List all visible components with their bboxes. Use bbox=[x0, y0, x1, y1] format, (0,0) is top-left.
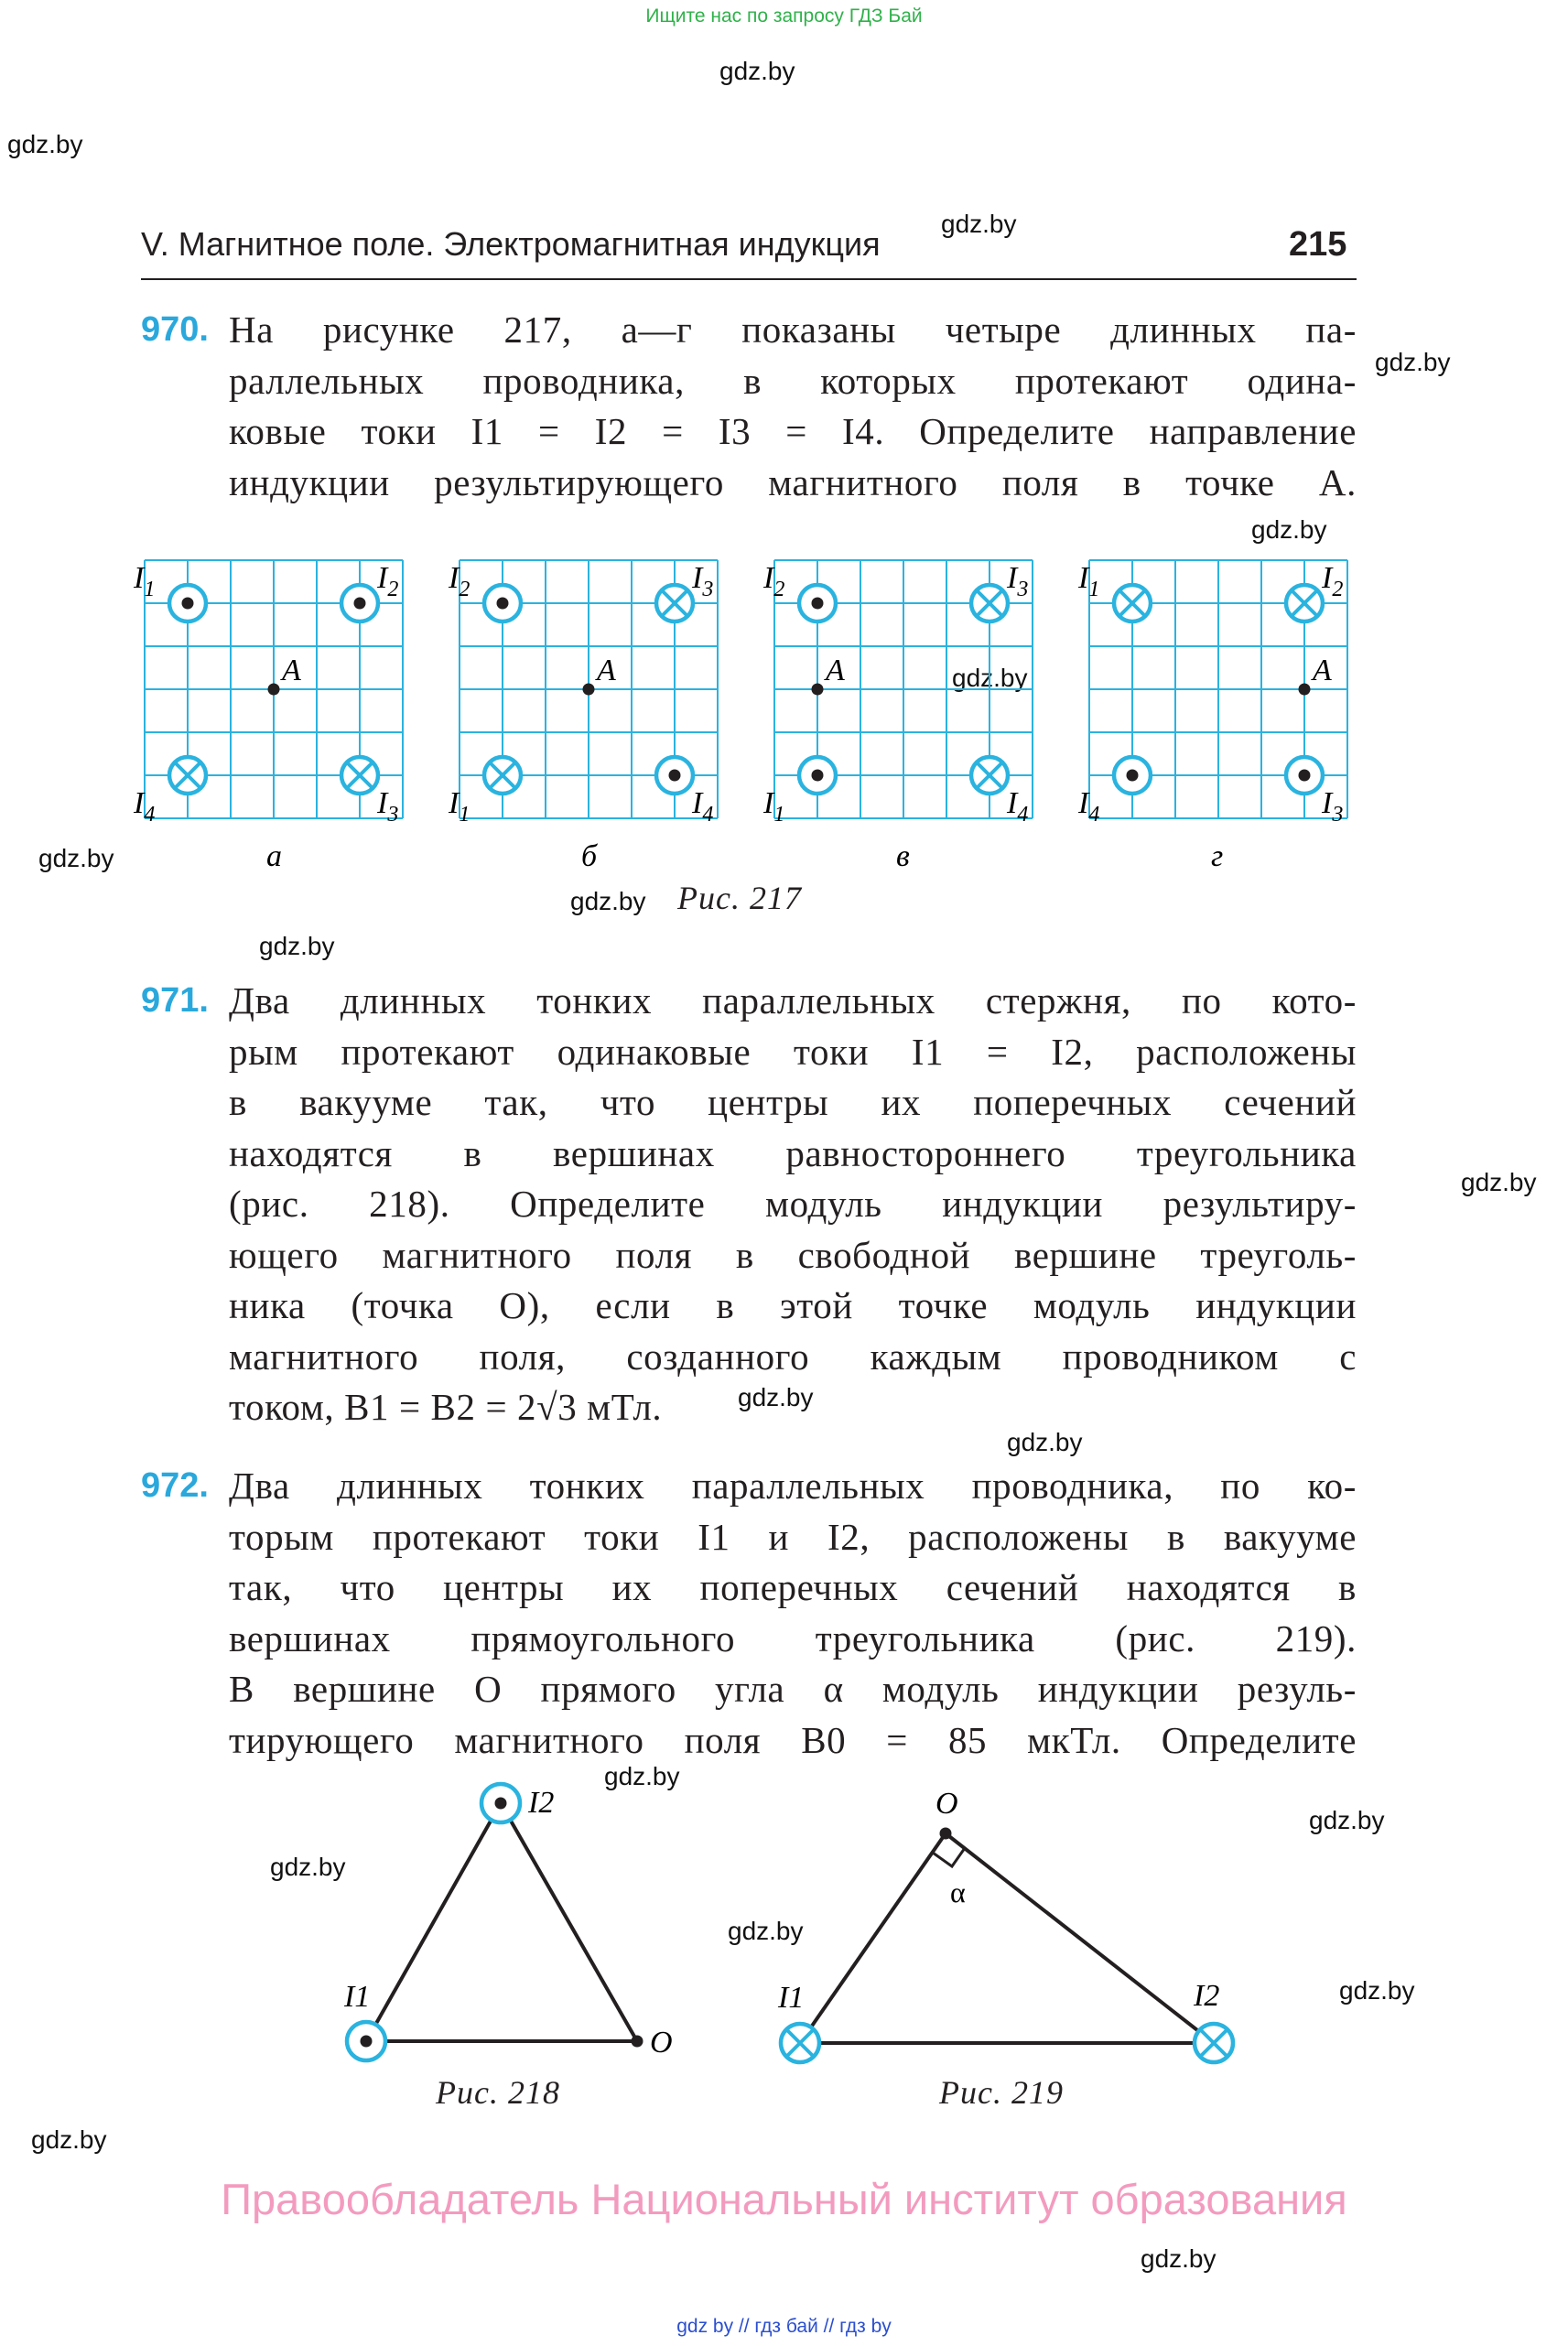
label-subscript: 4 bbox=[144, 803, 156, 827]
label-subscript: 2 bbox=[387, 578, 399, 601]
label-subscript: 2 bbox=[459, 578, 470, 601]
current-out-icon bbox=[169, 585, 206, 622]
triangle-edge bbox=[501, 1803, 637, 2041]
label-letter: I2 bbox=[528, 1786, 555, 1820]
current-label: $I_1$ bbox=[449, 786, 470, 827]
watermark: gdz.by bbox=[1339, 1976, 1415, 2005]
text-line: торым протекают токи I1 и I2, расположены в вакууме bbox=[229, 1515, 1357, 1558]
current-in-icon bbox=[1286, 585, 1323, 622]
panel-label: в bbox=[896, 839, 910, 873]
current-in-icon bbox=[1114, 585, 1151, 622]
current-label: $I_2$ bbox=[449, 561, 470, 601]
text-line: ника (точка O), если в этой точке модуль индукции bbox=[229, 1284, 1357, 1326]
point-label: A bbox=[826, 654, 845, 687]
label-right: I2 bbox=[1194, 1979, 1220, 2013]
text-line: Два длинных тонких параллельных стержня, по кото- bbox=[229, 979, 1357, 1022]
panel-label: б bbox=[581, 839, 598, 873]
copyright-notice: Правообладатель Национальный институт образования bbox=[221, 2175, 1347, 2223]
text-line: вершинах прямоугольного треугольника (рис. 219). bbox=[229, 1616, 1357, 1659]
problem-number: 970. bbox=[141, 310, 209, 349]
label-top bbox=[527, 1786, 554, 1820]
label-subscript: 1 bbox=[773, 803, 785, 827]
problem-text bbox=[229, 305, 1357, 508]
label-subscript: 3 bbox=[1017, 578, 1029, 601]
text-line: ющего магнитного поля в свободной вершине треуголь- bbox=[229, 1233, 1357, 1276]
current-in-icon bbox=[341, 757, 378, 794]
text-line: рым протекают одинаковые токи I1 = I2, расположены bbox=[229, 1030, 1357, 1073]
right-angle-mark bbox=[933, 1848, 965, 1866]
header-rule bbox=[141, 278, 1357, 280]
fig217-panel bbox=[133, 560, 403, 873]
watermark: gdz.by bbox=[7, 130, 83, 158]
label-subscript: 3 bbox=[387, 803, 399, 827]
watermark: gdz.by bbox=[259, 932, 335, 960]
current-out-dot bbox=[495, 1798, 507, 1810]
point-label: A bbox=[597, 654, 616, 687]
label-left: I1 bbox=[778, 1981, 805, 2015]
triangle-edge bbox=[366, 1803, 501, 2041]
problem-number: 972. bbox=[141, 1466, 209, 1505]
text-line: Два длинных тонких параллельных проводника, по ко- bbox=[229, 1465, 1357, 1507]
label-left: I1 bbox=[344, 1980, 371, 2014]
label-subscript: 1 bbox=[459, 803, 470, 827]
text-line: током, B1 = B2 = 2√3 мТл. bbox=[229, 1386, 663, 1428]
point-label: A bbox=[282, 654, 301, 687]
problem-text bbox=[229, 1461, 1357, 1766]
page-number: 215 bbox=[1289, 225, 1347, 264]
current-out-icon bbox=[341, 585, 378, 622]
running-header-title: V. Магнитное поле. Электромагнитная индукция bbox=[141, 225, 881, 263]
current-label: $I_1$ bbox=[1078, 561, 1100, 601]
watermark: gdz.by bbox=[1007, 1428, 1083, 1456]
triangle-edge bbox=[946, 1833, 1214, 2043]
current-label: $I_4$ bbox=[1007, 786, 1029, 827]
point-a-icon bbox=[1299, 684, 1311, 696]
current-in-icon bbox=[656, 585, 693, 622]
point-a-icon bbox=[583, 684, 595, 696]
watermark: gdz.by bbox=[38, 844, 114, 872]
text-line: находятся в вершинах равностороннего треугольника bbox=[229, 1131, 1357, 1174]
watermark: gdz.by bbox=[738, 1383, 814, 1411]
current-label: $I_1$ bbox=[134, 561, 156, 601]
current-label: $I_4$ bbox=[692, 786, 714, 827]
point-o-icon bbox=[632, 2036, 643, 2048]
figure-217 bbox=[134, 549, 1364, 879]
label-subscript: 1 bbox=[144, 578, 156, 601]
watermark: gdz.by bbox=[31, 2125, 107, 2154]
current-in-icon bbox=[1195, 2024, 1233, 2062]
bottom-links[interactable]: gdz by // гдз бай // гдз by bbox=[676, 2316, 892, 2337]
text-line: так, что центры их поперечных сечений находятся в bbox=[229, 1566, 1357, 1608]
panel-label: г bbox=[1211, 839, 1224, 873]
label-subscript: 3 bbox=[702, 578, 714, 601]
text-line: В вершине O прямого угла α модуль индукции резуль- bbox=[229, 1668, 1357, 1710]
problem-text bbox=[229, 976, 1357, 1433]
label-top: O bbox=[935, 1787, 958, 1821]
current-out-icon bbox=[1286, 757, 1323, 794]
current-out-icon bbox=[799, 585, 836, 622]
current-label: $I_4$ bbox=[1078, 786, 1100, 827]
current-out-icon bbox=[1114, 757, 1151, 794]
figure-caption: Рис. 218 bbox=[436, 2074, 560, 2111]
text-line: магнитного поля, созданного каждым проводником с bbox=[229, 1335, 1357, 1378]
current-label: $I_3$ bbox=[377, 786, 399, 827]
label-subscript: 4 bbox=[1088, 803, 1100, 827]
current-label: $I_2$ bbox=[1322, 561, 1344, 601]
triangle-edge bbox=[800, 1833, 946, 2043]
text-line: раллельных проводника, в которых протекают одина- bbox=[229, 359, 1357, 402]
current-in-icon bbox=[781, 2024, 819, 2062]
watermark: gdz.by bbox=[952, 664, 1028, 692]
current-in-icon bbox=[971, 585, 1008, 622]
text-line: индукции результирующего магнитного поля в точке A. bbox=[229, 460, 1357, 503]
watermark: gdz.by bbox=[941, 210, 1017, 238]
watermark: gdz.by bbox=[1309, 1806, 1385, 1834]
figure-caption: Рис. 217 bbox=[677, 880, 802, 916]
watermark: gdz.by bbox=[570, 887, 646, 915]
current-label: $I_3$ bbox=[1322, 786, 1344, 827]
watermark: gdz.by bbox=[719, 57, 795, 85]
figure-218 bbox=[330, 1767, 714, 2069]
watermark: gdz.by bbox=[604, 1762, 680, 1790]
current-out-dot bbox=[361, 2036, 373, 2048]
point-a-icon bbox=[268, 684, 280, 696]
current-label: $I_3$ bbox=[1007, 561, 1029, 601]
label-subscript: 2 bbox=[773, 578, 785, 601]
watermark: gdz.by bbox=[1251, 515, 1327, 544]
current-in-icon bbox=[169, 757, 206, 794]
watermark: gdz.by bbox=[1461, 1168, 1537, 1196]
panel-label: а bbox=[266, 839, 282, 873]
text-line: (рис. 218). Определите модуль индукции результиру- bbox=[229, 1183, 1357, 1225]
current-label: $I_2$ bbox=[377, 561, 399, 601]
problem-number: 971. bbox=[141, 981, 209, 1020]
label-subscript: 3 bbox=[1332, 803, 1344, 827]
watermark: gdz.by bbox=[270, 1853, 346, 1881]
text-line: ковые токи I1 = I2 = I3 = I4. Определите направление bbox=[229, 410, 1357, 452]
label-subscript: 1 bbox=[1088, 578, 1100, 601]
label-angle: α bbox=[950, 1876, 966, 1908]
watermark: gdz.by bbox=[1375, 348, 1451, 376]
label-subscript: 2 bbox=[1332, 578, 1344, 601]
watermark: gdz.by bbox=[1141, 2244, 1217, 2273]
label-subscript: 4 bbox=[1017, 803, 1029, 827]
current-out-icon bbox=[484, 585, 521, 622]
fig217-panel bbox=[1077, 560, 1347, 873]
fig217-panel bbox=[762, 560, 1033, 873]
label-right: O bbox=[650, 2026, 673, 2060]
current-label: $I_3$ bbox=[692, 561, 714, 601]
current-label: $I_2$ bbox=[763, 561, 785, 601]
point-label: A bbox=[1313, 654, 1332, 687]
current-out-icon bbox=[799, 757, 836, 794]
fig217-panel bbox=[448, 560, 718, 873]
figure-219 bbox=[760, 1762, 1272, 2064]
text-line: в вакууме так, что центры их поперечных сечений bbox=[229, 1081, 1357, 1123]
current-label: $I_1$ bbox=[763, 786, 785, 827]
current-out-icon bbox=[656, 757, 693, 794]
watermark: gdz.by bbox=[728, 1917, 804, 1945]
point-a-icon bbox=[812, 684, 824, 696]
top-banner: Ищите нас по запросу ГДЗ Бай bbox=[645, 5, 923, 27]
text-line: тирующего магнитного поля B0 = 85 мкТл. Определите bbox=[229, 1718, 1357, 1761]
current-label: $I_4$ bbox=[134, 786, 156, 827]
point-o-icon bbox=[940, 1828, 952, 1840]
text-line: На рисунке 217, а—г показаны четыре длинных па- bbox=[229, 308, 1357, 351]
current-in-icon bbox=[971, 757, 1008, 794]
label-subscript: 4 bbox=[702, 803, 714, 827]
figure-caption: Рис. 219 bbox=[939, 2074, 1064, 2111]
current-in-icon bbox=[484, 757, 521, 794]
